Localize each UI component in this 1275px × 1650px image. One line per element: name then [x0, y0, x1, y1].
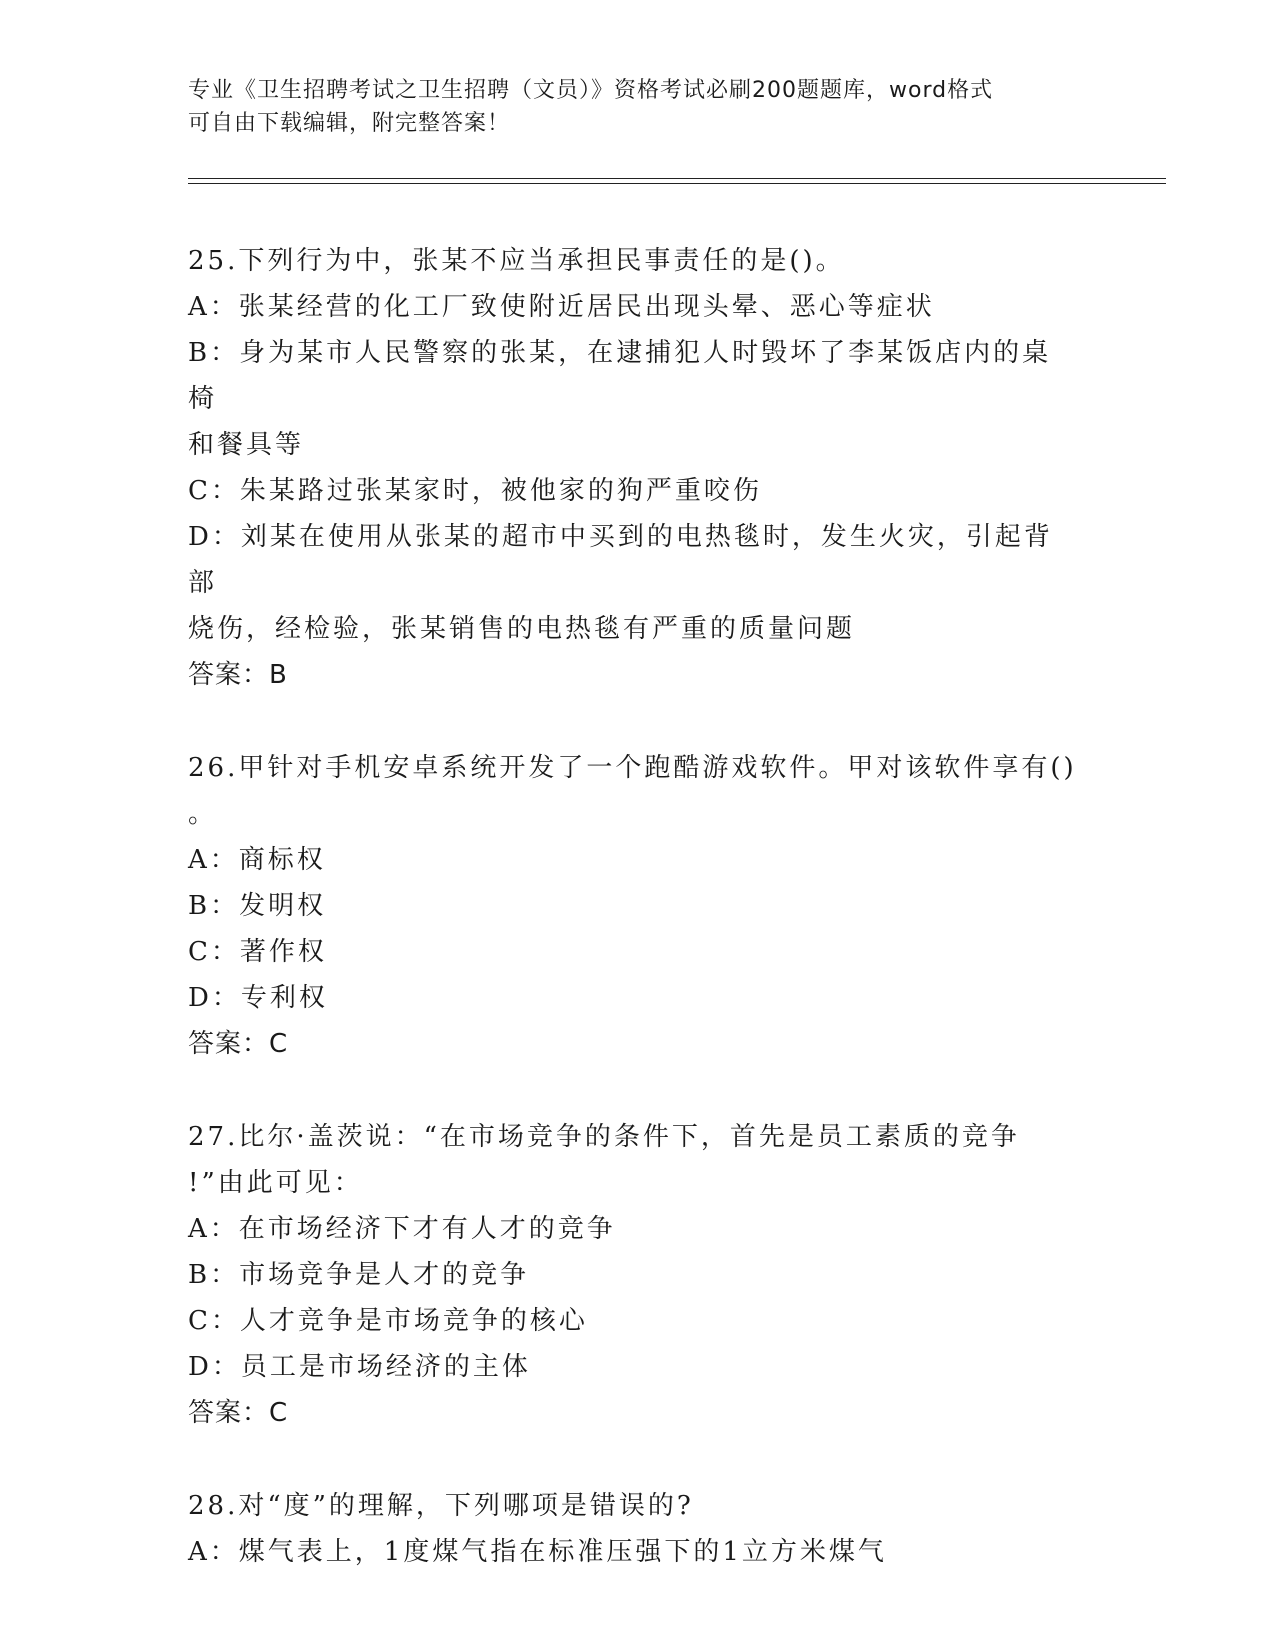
question-stem: 25.下列行为中，张某不应当承担民事责任的是()。	[188, 246, 845, 276]
header-divider-top	[188, 178, 1166, 179]
question-list	[188, 238, 1078, 1622]
question-block	[188, 1114, 1078, 1436]
question-block	[188, 1483, 1078, 1575]
answer-option: 烧伤，经检验，张某销售的电热毯有严重的质量问题	[188, 614, 856, 644]
question-block	[188, 238, 1078, 698]
question-stem: 27.比尔·盖茨说：“在市场竞争的条件下，首先是员工素质的竞争	[188, 1122, 1020, 1152]
question-stem: 28.对“度”的理解，下列哪项是错误的?	[188, 1491, 694, 1521]
answer-option: A：张某经营的化工厂致使附近居民出现头晕、恶心等症状	[188, 292, 935, 322]
answer-option: D：刘某在使用从张某的超市中买到的电热毯时，发生火灾，引起背部	[188, 522, 1053, 598]
answer-option: D：员工是市场经济的主体	[188, 1352, 531, 1382]
question-stem: 26.甲针对手机安卓系统开发了一个跑酷游戏软件。甲对该软件享有()	[188, 753, 1077, 783]
question-stem: 。	[188, 799, 218, 829]
answer-key: 答案：B	[188, 660, 288, 690]
answer-key: 答案：C	[188, 1029, 289, 1059]
answer-option: C：著作权	[188, 937, 327, 967]
question-stem: !”由此可见：	[188, 1168, 363, 1198]
header-line-1: 专业《卫生招聘考试之卫生招聘（文员）》资格考试必刷200题题库，word格式	[188, 78, 994, 103]
answer-option: C：朱某路过张某家时，被他家的狗严重咬伤	[188, 476, 762, 506]
question-block	[188, 745, 1078, 1067]
answer-option: A：煤气表上，1度煤气指在标准压强下的1立方米煤气	[188, 1537, 887, 1567]
answer-option: A：商标权	[188, 845, 326, 875]
answer-option: B：发明权	[188, 891, 327, 921]
answer-option: B：市场竞争是人才的竞争	[188, 1260, 530, 1290]
answer-option: D：专利权	[188, 983, 328, 1013]
answer-option: B：身为某市人民警察的张某，在逮捕犯人时毁坏了李某饭店内的桌椅	[188, 338, 1052, 414]
answer-option: C：人才竞争是市场竞争的核心	[188, 1306, 588, 1336]
answer-key: 答案：C	[188, 1398, 289, 1428]
answer-option: A：在市场经济下才有人才的竞争	[188, 1214, 616, 1244]
document-header	[188, 74, 1088, 140]
answer-option: 和餐具等	[188, 430, 305, 460]
header-line-2: 可自由下载编辑，附完整答案！	[188, 111, 511, 136]
header-divider-bottom	[188, 183, 1166, 184]
